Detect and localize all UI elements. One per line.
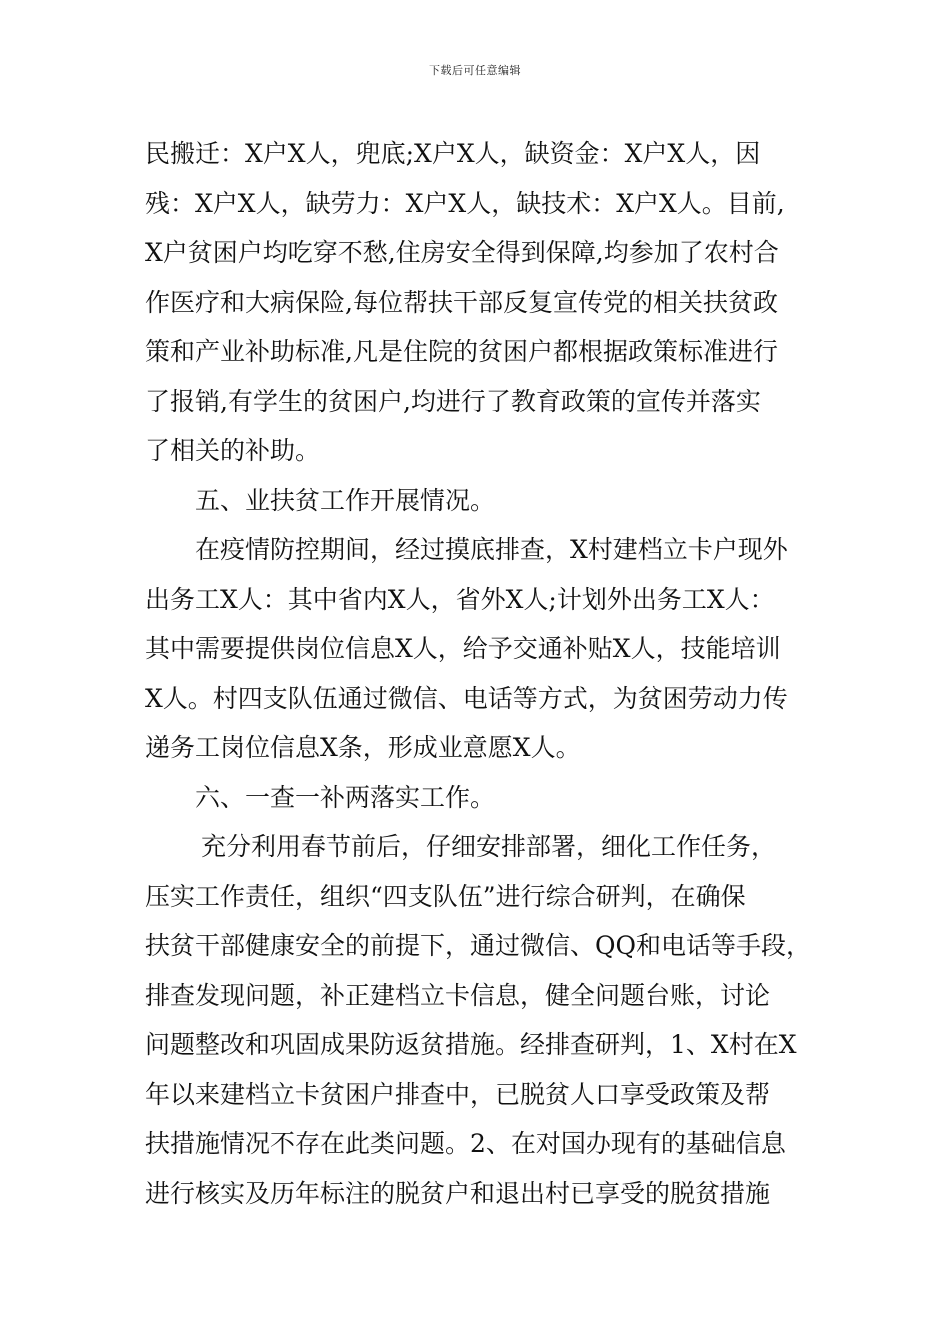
section-heading: 五、业扶贫工作开展情况。 <box>195 485 496 515</box>
text-line: 在疫情防控期间，经过摸底排查，X村建档立卡户现外 <box>195 535 788 564</box>
text-line: 民搬迁：X户X人，兜底;X户X人，缺资金：X户X人，因 <box>145 139 761 168</box>
text-line: 了报销,有学生的贫困户,均进行了教育政策的宣传并落实 <box>145 386 761 416</box>
text-line: 出务工X人：其中省内X人，省外X人;计划外出务工X人： <box>145 584 775 614</box>
text-line: 了相关的补助。 <box>145 436 321 465</box>
text-line: 扶措施情况不存在此类问题。2、在对国办现有的基础信息 <box>145 1129 786 1158</box>
text-line: X人。村四支队伍通过微信、电话等方式，为贫困劳动力传 <box>145 683 788 713</box>
text-line: 其中需要提供岗位信息X人，给予交通补贴X人，技能培训 <box>145 634 781 663</box>
text-line: 残：X户X人，缺劳力：X户X人，缺技术：X户X人。目前, <box>145 188 785 218</box>
section-heading: 六、一查一补两落实工作。 <box>195 782 496 812</box>
text-line: 充分利用春节前后，仔细安排部署，细化工作任务， <box>201 832 777 861</box>
text-line: 扶贫干部健康安全的前提下，通过微信、QQ和电话等手段， <box>145 931 811 960</box>
text-line: 进行核实及历年标注的脱贫户和退出村已享受的脱贫措施 <box>145 1178 771 1208</box>
text-line: 递务工岗位信息X条，形成业意愿X人。 <box>145 733 581 762</box>
text-line: 年以来建档立卡贫困户排查中，已脱贫人口享受政策及帮 <box>145 1079 771 1109</box>
text-line: 策和产业补助标准,凡是住院的贫困户都根据政策标准进行 <box>145 337 778 366</box>
document-body <box>145 129 815 1218</box>
text-line: 排查发现问题，补正建档立卡信息，健全问题台账，讨论 <box>145 980 771 1010</box>
text-line: X户贫困户均吃穿不愁,住房安全得到保障,均参加了农村合 <box>145 238 779 267</box>
text-line: 问题整改和巩固成果防返贫措施。经排查研判，1、X村在X <box>145 1030 797 1059</box>
text-line: 压实工作责任，组织“四支队伍”进行综合研判，在确保 <box>145 881 746 911</box>
text-line: 作医疗和大病保险,每位帮扶干部反复宣传党的相关扶贫政 <box>145 287 778 317</box>
page-header: 下载后可任意编辑 <box>429 64 521 77</box>
